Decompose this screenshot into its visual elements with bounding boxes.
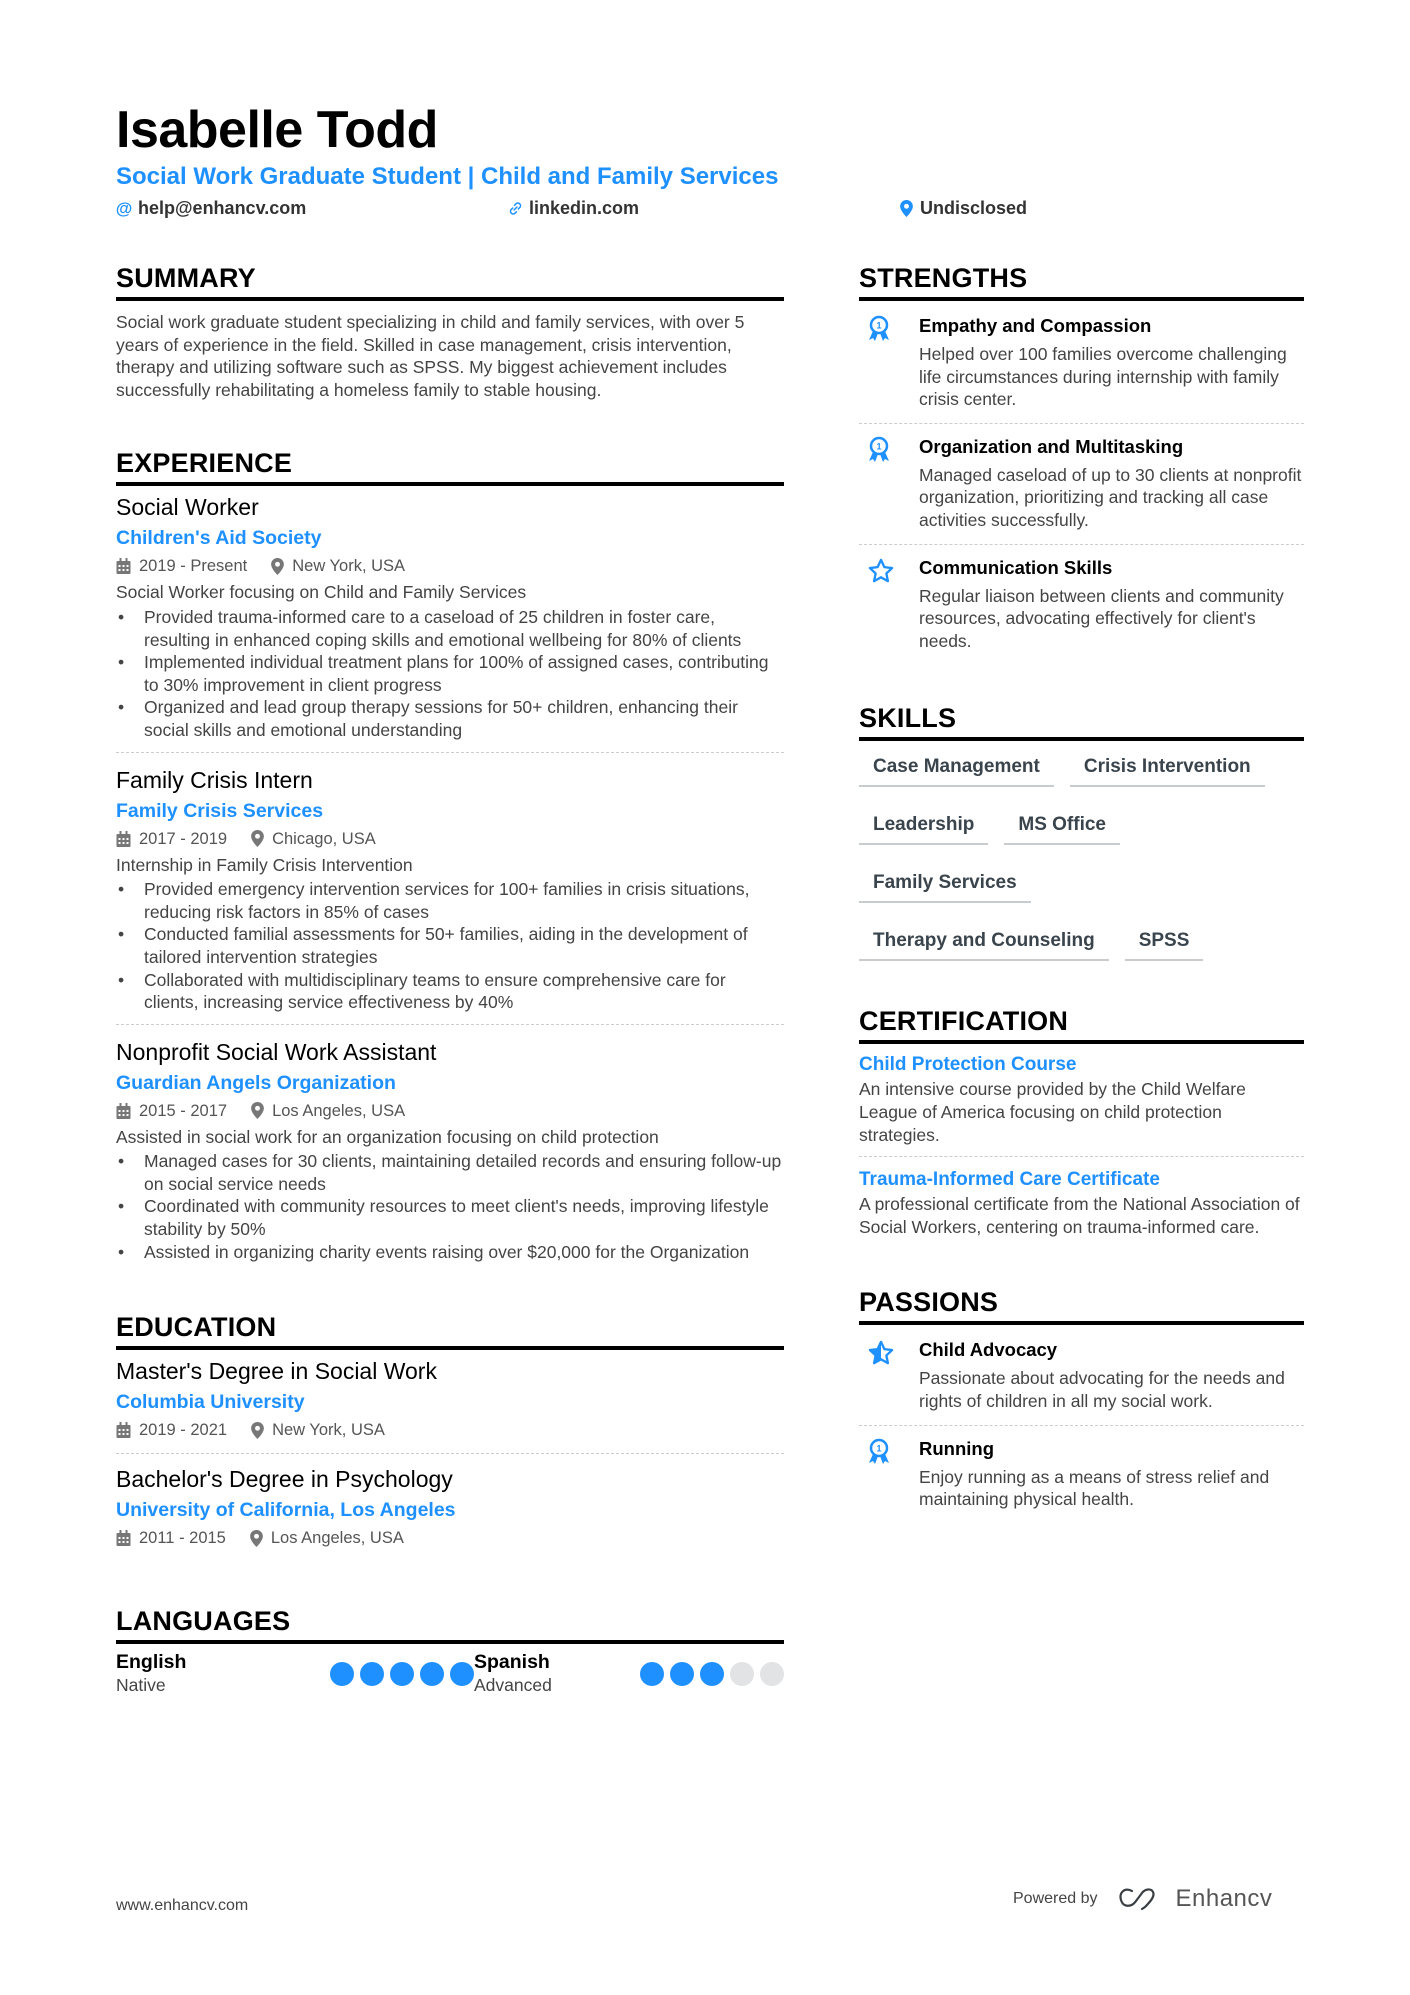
contact-location	[898, 198, 1027, 219]
section-title: STRENGTHS	[859, 263, 1028, 293]
svg-text:1: 1	[876, 1443, 882, 1453]
rating-dot-filled	[420, 1662, 444, 1686]
section-title: EXPERIENCE	[116, 448, 293, 479]
language-rating	[330, 1662, 474, 1696]
certification-item	[859, 1156, 1304, 1248]
passion-description: Enjoy running as a means of stress relief and maintaining physical health.	[919, 1466, 1270, 1510]
skill-tag: Case Management	[859, 747, 1054, 787]
job-dates: 2017 - 2019	[139, 829, 228, 848]
section-title: SKILLS	[859, 703, 957, 734]
certification-title: Child Protection Course	[859, 1054, 1077, 1076]
strengths-section	[859, 262, 1304, 664]
calendar-icon	[116, 1422, 131, 1438]
resume-header	[116, 100, 1306, 224]
rating-dot-filled	[640, 1662, 664, 1686]
bullet-item: • Provided emergency intervention services for 100+ families in crisis situations, reducing risk factors in 85% of cases	[116, 878, 784, 923]
rating-dot-filled	[390, 1662, 414, 1686]
job-description: Internship in Family Crisis Intervention	[116, 854, 413, 875]
experience-entry	[116, 752, 784, 1024]
bullet-item: • Coordinated with community resources to meet client's needs, improving lifestyle stability by 50%	[116, 1195, 784, 1240]
enhancv-logo-icon	[1118, 1887, 1164, 1911]
job-role: Social Worker	[116, 494, 259, 521]
certification-item	[859, 1052, 1304, 1156]
certification-section	[859, 1005, 1304, 1248]
powered-by-label: Powered by	[1013, 1890, 1098, 1907]
at-icon: @	[115, 198, 133, 218]
language-rating	[640, 1662, 784, 1696]
job-dates: 2019 - Present	[139, 557, 248, 576]
award-ribbon-icon	[867, 315, 891, 343]
education-meta	[116, 1417, 784, 1443]
rating-dot-empty	[730, 1662, 754, 1686]
certification-description: An intensive course provided by the Child Welfare League of America focusing on child protection strategies.	[859, 1079, 1246, 1145]
email-text: help@enhancv.com	[138, 198, 307, 218]
bullet-item: • Collaborated with multidisciplinary teams to ensure comprehensive care for clients, increasing service effectiveness by 40%	[116, 969, 784, 1014]
job-meta	[116, 553, 784, 579]
section-title: PASSIONS	[859, 1287, 999, 1318]
job-location: Los Angeles, USA	[272, 1101, 406, 1120]
passion-item	[859, 1327, 1304, 1424]
brand-name: Enhancv	[1175, 1885, 1273, 1912]
skills-list	[859, 747, 1304, 961]
certification-description: A professional certificate from the National Association of Social Workers, centering on trauma-informed care.	[859, 1194, 1300, 1237]
map-pin-icon	[271, 558, 284, 575]
rating-dot-filled	[670, 1662, 694, 1686]
calendar-icon	[116, 1530, 131, 1546]
job-meta	[116, 1098, 784, 1124]
education-entry	[116, 1453, 784, 1561]
svg-text:1: 1	[876, 320, 882, 331]
job-company: Guardian Angels Organization	[116, 1071, 396, 1094]
section-title: EDUCATION	[116, 1312, 277, 1343]
bullet-item: • Assisted in organizing charity events raising over $20,000 for the Organization	[116, 1241, 784, 1264]
map-pin-icon	[898, 200, 914, 217]
rating-dot-empty	[760, 1662, 784, 1686]
job-meta	[116, 826, 784, 852]
languages-list	[116, 1650, 784, 1696]
education-location: New York, USA	[272, 1421, 385, 1440]
section-divider	[859, 297, 1304, 301]
svg-text:1: 1	[876, 441, 882, 452]
section-title: LANGUAGES	[116, 1606, 291, 1637]
education-entry	[116, 1356, 784, 1453]
strength-item	[859, 303, 1304, 423]
strength-title: Empathy and Compassion	[919, 315, 1152, 336]
star-outline-icon	[867, 557, 895, 585]
language-item	[474, 1650, 784, 1696]
language-level: Native	[116, 1675, 166, 1696]
map-pin-icon	[251, 1422, 264, 1439]
calendar-icon	[116, 558, 131, 574]
bullet-item: • Managed cases for 30 clients, maintaining detailed records and ensuring follow-up on social service needs	[116, 1150, 784, 1195]
job-company: Family Crisis Services	[116, 799, 324, 822]
languages-section	[116, 1605, 784, 1696]
bullet-item: • Organized and lead group therapy sessions for 50+ children, enhancing their social skills and emotional understanding	[116, 696, 784, 741]
job-location: Chicago, USA	[272, 829, 376, 848]
section-divider	[116, 482, 784, 486]
language-name: English	[116, 1651, 187, 1674]
rating-dot-filled	[450, 1662, 474, 1686]
section-divider	[859, 737, 1304, 741]
certification-title: Trauma-Informed Care Certificate	[859, 1169, 1160, 1191]
language-name: Spanish	[474, 1651, 550, 1674]
skill-tag: MS Office	[1004, 805, 1120, 845]
strength-item	[859, 544, 1304, 665]
degree: Master's Degree in Social Work	[116, 1358, 437, 1385]
education-dates: 2011 - 2015	[139, 1529, 226, 1548]
job-bullets	[116, 1150, 784, 1263]
contact-linkedin[interactable]	[507, 198, 639, 219]
job-company: Children's Aid Society	[116, 527, 322, 550]
skill-tag: Leadership	[859, 805, 988, 845]
education-section	[116, 1311, 784, 1561]
contact-row	[116, 198, 1306, 224]
education-dates: 2019 - 2021	[139, 1421, 228, 1440]
section-divider	[116, 1640, 784, 1644]
footer-website[interactable]: www.enhancv.com	[116, 1897, 249, 1914]
section-divider	[859, 1321, 1304, 1325]
job-bullets	[116, 878, 784, 1014]
strength-item	[859, 423, 1304, 544]
bullet-item: • Provided trauma-informed care to a caseload of 25 children in foster care, resulting in enhanced coping skills and emotional wellbeing for 80% of clients	[116, 606, 784, 651]
job-bullets	[116, 606, 784, 742]
section-divider	[116, 1346, 784, 1350]
strength-title: Communication Skills	[919, 556, 1113, 578]
section-divider	[859, 1040, 1304, 1044]
section-title: CERTIFICATION	[859, 1006, 1069, 1037]
award-ribbon-icon	[867, 436, 891, 464]
job-role: Family Crisis Intern	[116, 766, 313, 793]
school: University of California, Los Angeles	[116, 1499, 456, 1522]
education-meta	[116, 1525, 784, 1551]
location-text: Undisclosed	[920, 198, 1028, 218]
summary-section	[116, 262, 784, 401]
job-description: Assisted in social work for an organization focusing on child protection	[116, 1126, 659, 1147]
brand-logo[interactable]	[1118, 1885, 1273, 1913]
passion-title: Child Advocacy	[919, 1339, 1058, 1361]
bullet-item: • Conducted familial assessments for 50+ families, aiding in the development of tailored intervention strategies	[116, 923, 784, 968]
passion-title: Running	[919, 1437, 995, 1459]
degree: Bachelor's Degree in Psychology	[116, 1466, 453, 1493]
rating-dot-filled	[360, 1662, 384, 1686]
skill-tag: SPSS	[1125, 921, 1204, 961]
job-dates: 2015 - 2017	[139, 1101, 228, 1120]
left-column	[116, 262, 784, 1696]
experience-section	[116, 447, 784, 1273]
bullet-item: • Implemented individual treatment plans for 100% of assigned cases, contributing to 30% improvement in client progress	[116, 651, 784, 696]
passions-section	[859, 1286, 1304, 1522]
right-column	[859, 262, 1304, 1523]
candidate-title: Social Work Graduate Student | Child and Family Services	[116, 163, 779, 190]
summary-text: Social work graduate student specializing in child and family services, with over 5 years of experience in the field. Skilled in case management, crisis intervention, therapy and utilizing software such as SPSS. My biggest achievement includes successfully rehabilitating a homeless family to stable housing.	[116, 312, 745, 400]
section-title: SUMMARY	[116, 263, 256, 293]
linkedin-text: linkedin.com	[529, 198, 640, 218]
experience-entry	[116, 1024, 784, 1274]
rating-dot-filled	[330, 1662, 354, 1686]
strength-title: Organization and Multitasking	[919, 435, 1184, 457]
contact-email[interactable]	[116, 198, 306, 219]
award-ribbon-icon	[867, 1438, 891, 1466]
calendar-icon	[116, 831, 131, 847]
map-pin-icon	[250, 1530, 263, 1547]
strength-description: Regular liaison between clients and community resources, advocating effectively for client's needs.	[919, 585, 1284, 651]
skill-tag: Family Services	[859, 863, 1031, 903]
skill-tag: Therapy and Counseling	[859, 921, 1109, 961]
education-location: Los Angeles, USA	[270, 1529, 404, 1548]
passion-description: Passionate about advocating for the needs and rights of children in all my social work.	[919, 1368, 1285, 1411]
strength-description: Managed caseload of up to 30 clients at nonprofit organization, prioritizing and tracking all case activities successfully.	[919, 464, 1302, 530]
section-divider	[116, 297, 784, 301]
language-item	[116, 1650, 474, 1696]
passion-item	[859, 1425, 1304, 1523]
experience-entry	[116, 492, 784, 751]
job-location: New York, USA	[292, 557, 406, 576]
map-pin-icon	[251, 1102, 264, 1119]
school: Columbia University	[116, 1391, 305, 1414]
job-description: Social Worker focusing on Child and Family Services	[116, 582, 527, 603]
star-half-icon	[867, 1339, 895, 1367]
job-role: Nonprofit Social Work Assistant	[116, 1038, 437, 1065]
skills-section	[859, 702, 1304, 961]
footer-branding	[1013, 1885, 1272, 1913]
calendar-icon	[116, 1103, 131, 1119]
skill-tag: Crisis Intervention	[1070, 747, 1265, 787]
language-level: Advanced	[474, 1675, 552, 1696]
link-icon	[507, 201, 523, 216]
strength-description: Helped over 100 families overcome challenging life circumstances during internship with family crisis center.	[919, 344, 1287, 410]
map-pin-icon	[251, 830, 264, 847]
rating-dot-filled	[700, 1662, 724, 1686]
candidate-name: Isabelle Todd	[116, 101, 438, 159]
